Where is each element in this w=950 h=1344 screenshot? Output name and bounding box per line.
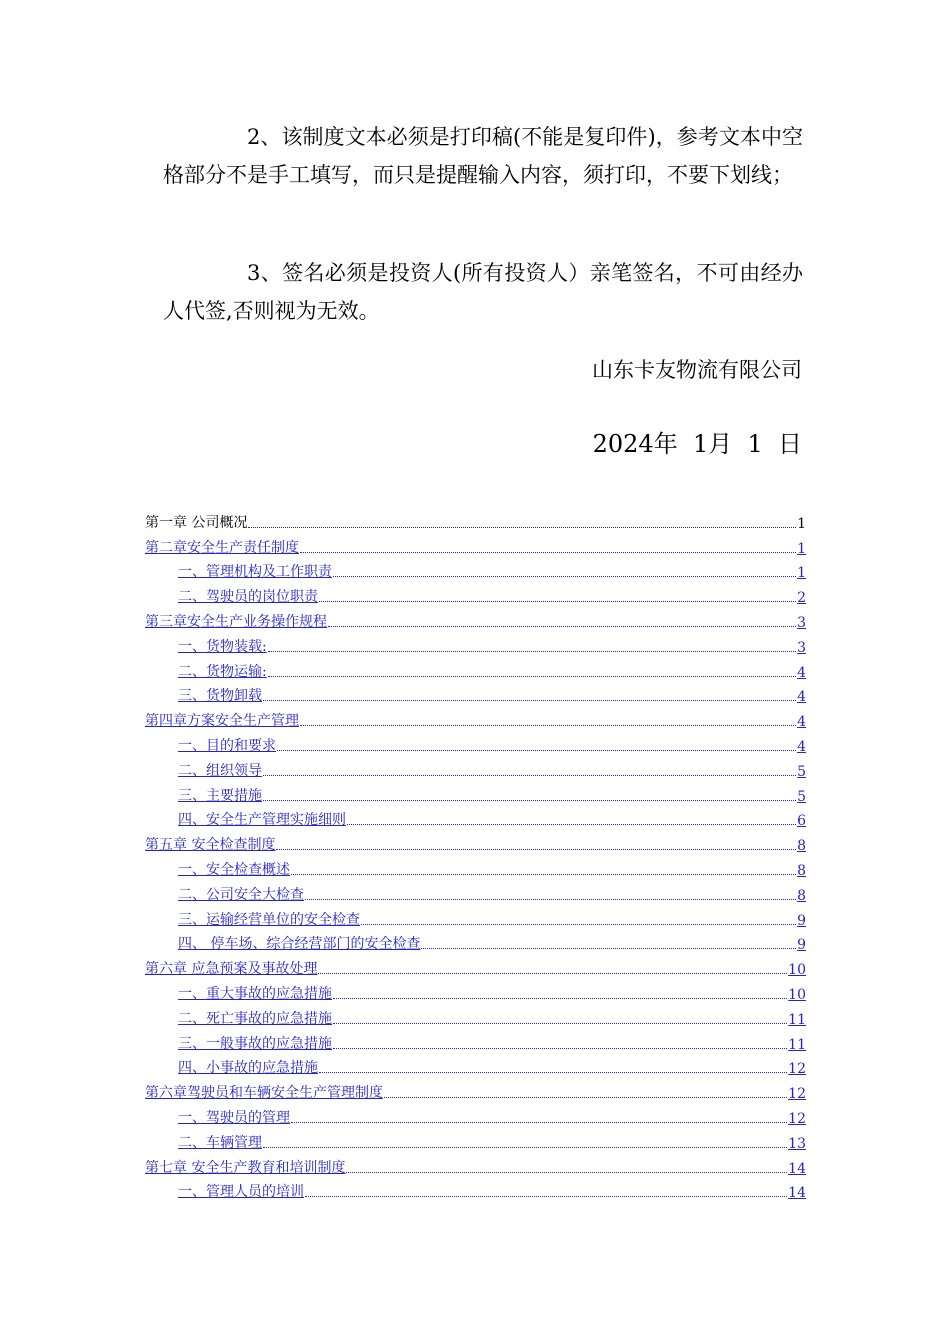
- toc-entry-page: 11: [788, 1011, 806, 1028]
- toc-entry-title: 第六章驾驶员和车辆安全生产管理制度: [145, 1085, 383, 1102]
- toc-entry[interactable]: [145, 1003, 806, 1028]
- toc-entry-title: 第二章安全生产责任制度: [145, 539, 299, 556]
- toc-entry[interactable]: [145, 879, 806, 904]
- toc-dot-leader: [291, 1122, 787, 1123]
- toc-entry-page: 14: [788, 1160, 806, 1177]
- toc-entry-title: 三、货物卸载: [178, 688, 262, 705]
- toc-entry-page: 12: [788, 1061, 806, 1078]
- toc-entry-title: 第四章方案安全生产管理: [145, 713, 299, 730]
- toc-entry-title: 第六章 应急预案及事故处理: [145, 961, 318, 978]
- toc-dot-leader: [318, 973, 787, 974]
- toc-entry[interactable]: [145, 904, 806, 929]
- paragraph-text: 3、签名必须是投资人(所有投资人）亲笔签名，不可由经办人代签,否则视为无效。: [163, 261, 803, 323]
- toc-entry-page: 4: [797, 714, 806, 731]
- toc-dot-leader: [384, 1097, 787, 1098]
- toc-entry-title: 第三章安全生产业务操作规程: [145, 613, 327, 630]
- toc-entry-page: 9: [797, 937, 806, 954]
- toc-entry-title: 三、一般事故的应急措施: [178, 1035, 332, 1052]
- toc-entry-page: 8: [797, 838, 806, 855]
- toc-entry[interactable]: [145, 581, 806, 606]
- toc-entry[interactable]: [145, 953, 806, 978]
- toc-dot-leader: [361, 924, 796, 925]
- toc-entry-title: 一、货物装载:: [178, 638, 267, 655]
- toc-entry-page: 10: [788, 962, 806, 979]
- toc-dot-leader: [300, 725, 796, 726]
- toc-entry[interactable]: [145, 1077, 806, 1102]
- toc-entry[interactable]: [145, 854, 806, 879]
- toc-dot-leader: [305, 1196, 787, 1197]
- paragraph-text: 2、该制度文本必须是打印稿(不能是复印件)，参考文本中空格部分不是手工填写，而只是提醒输入内容，须打印，不要下划线；: [163, 125, 803, 187]
- toc-dot-leader: [268, 651, 796, 652]
- toc-dot-leader: [319, 1072, 787, 1073]
- toc-dot-leader: [333, 998, 787, 999]
- toc-entry-title: 一、管理人员的培训: [178, 1184, 304, 1201]
- toc-entry[interactable]: [145, 1152, 806, 1177]
- toc-entry[interactable]: [145, 532, 806, 557]
- toc-entry-title: 二、公司安全大检查: [178, 886, 304, 903]
- toc-dot-leader: [248, 527, 796, 528]
- toc-dot-leader: [328, 626, 796, 627]
- toc-entry-page: 5: [797, 788, 806, 805]
- toc-entry-page: 8: [797, 862, 806, 879]
- toc-entry[interactable]: [145, 1028, 806, 1053]
- toc-dot-leader: [346, 1172, 787, 1173]
- toc-entry-title: 二、货物运输:: [178, 663, 267, 680]
- toc-entry-page: 11: [788, 1036, 806, 1053]
- toc-entry[interactable]: [145, 681, 806, 706]
- toc-entry-page: 6: [797, 813, 806, 830]
- toc-entry-page: 1: [797, 515, 806, 532]
- toc-entry-title: 一、驾驶员的管理: [178, 1109, 290, 1126]
- toc-entry-page: 4: [797, 664, 806, 681]
- toc-entry-page: 1: [797, 540, 806, 557]
- toc-entry-page: 5: [797, 763, 806, 780]
- toc-entry[interactable]: [145, 755, 806, 780]
- toc-entry[interactable]: [145, 705, 806, 730]
- toc-entry-page: 13: [788, 1135, 806, 1152]
- toc-entry-title: 一、重大事故的应急措施: [178, 985, 332, 1002]
- toc-entry-page: 12: [788, 1086, 806, 1103]
- toc-entry-title: 第七章 安全生产教育和培训制度: [145, 1159, 346, 1176]
- toc-dot-leader: [276, 849, 796, 850]
- toc-entry-title: 第一章 公司概况: [145, 514, 248, 531]
- toc-entry-title: 四、安全生产管理实施细则: [178, 812, 346, 829]
- toc-entry-title: 二、驾驶员的岗位职责: [178, 589, 318, 606]
- toc-entry-page: 10: [788, 986, 806, 1003]
- toc-dot-leader: [333, 1023, 787, 1024]
- toc-entry[interactable]: [145, 557, 806, 582]
- toc-entry-page: 1: [797, 565, 806, 582]
- toc-entry[interactable]: [145, 780, 806, 805]
- toc-dot-leader: [263, 1147, 787, 1148]
- toc-dot-leader: [263, 775, 796, 776]
- toc-entry-title: 第五章 安全检查制度: [145, 837, 276, 854]
- toc-dot-leader: [268, 676, 796, 677]
- toc-entry[interactable]: [145, 929, 806, 954]
- toc-entry-page: 12: [788, 1110, 806, 1127]
- toc-entry[interactable]: [145, 1177, 806, 1202]
- toc-entry[interactable]: [145, 1102, 806, 1127]
- toc-entry[interactable]: [145, 1053, 806, 1078]
- toc-dot-leader: [319, 601, 796, 602]
- toc-entry-page: 8: [797, 887, 806, 904]
- toc-dot-leader: [305, 899, 796, 900]
- toc-entry[interactable]: [145, 631, 806, 656]
- toc-entry-title: 二、死亡事故的应急措施: [178, 1010, 332, 1027]
- toc-entry-title: 一、目的和要求: [178, 737, 276, 754]
- toc-entry-title: 二、组织领导: [178, 762, 262, 779]
- toc-entry-page: 3: [797, 614, 806, 631]
- toc-dot-leader: [263, 700, 796, 701]
- toc-entry-page: 9: [797, 912, 806, 929]
- toc-dot-leader: [333, 576, 796, 577]
- toc-entry: [145, 507, 806, 532]
- toc-entry[interactable]: [145, 829, 806, 854]
- toc-entry[interactable]: [145, 606, 806, 631]
- toc-entry-page: 4: [797, 689, 806, 706]
- toc-entry[interactable]: [145, 805, 806, 830]
- table-of-contents: [145, 507, 806, 1201]
- toc-dot-leader: [263, 800, 796, 801]
- toc-dot-leader: [300, 552, 796, 553]
- toc-entry-page: 3: [797, 639, 806, 656]
- toc-entry[interactable]: [145, 730, 806, 755]
- toc-entry-title: 二、车辆管理: [178, 1134, 262, 1151]
- toc-entry-title: 三、运输经营单位的安全检查: [178, 911, 360, 928]
- toc-entry-title: 四、 停车场、综合经营部门的安全检查: [178, 936, 421, 953]
- toc-dot-leader: [421, 948, 796, 949]
- toc-entry-title: 四、小事故的应急措施: [178, 1060, 318, 1077]
- toc-entry-page: 4: [797, 738, 806, 755]
- toc-entry[interactable]: [145, 978, 806, 1003]
- toc-entry-title: 一、管理机构及工作职责: [178, 564, 332, 581]
- toc-entry-title: 三、主要措施: [178, 787, 262, 804]
- toc-dot-leader: [291, 874, 796, 875]
- document-date: 2024年 1月 1 日: [592, 430, 802, 458]
- toc-dot-leader: [333, 1048, 787, 1049]
- toc-dot-leader: [277, 750, 796, 751]
- toc-entry[interactable]: [145, 1127, 806, 1152]
- paragraph-print-requirement: [163, 118, 803, 194]
- toc-dot-leader: [347, 824, 796, 825]
- toc-entry-page: 2: [797, 590, 806, 607]
- toc-entry-title: 一、安全检查概述: [178, 861, 290, 878]
- toc-entry-page: 14: [788, 1185, 806, 1202]
- company-name: 山东卡友物流有限公司: [592, 358, 802, 382]
- toc-entry[interactable]: [145, 656, 806, 681]
- paragraph-signature-requirement: [163, 254, 803, 330]
